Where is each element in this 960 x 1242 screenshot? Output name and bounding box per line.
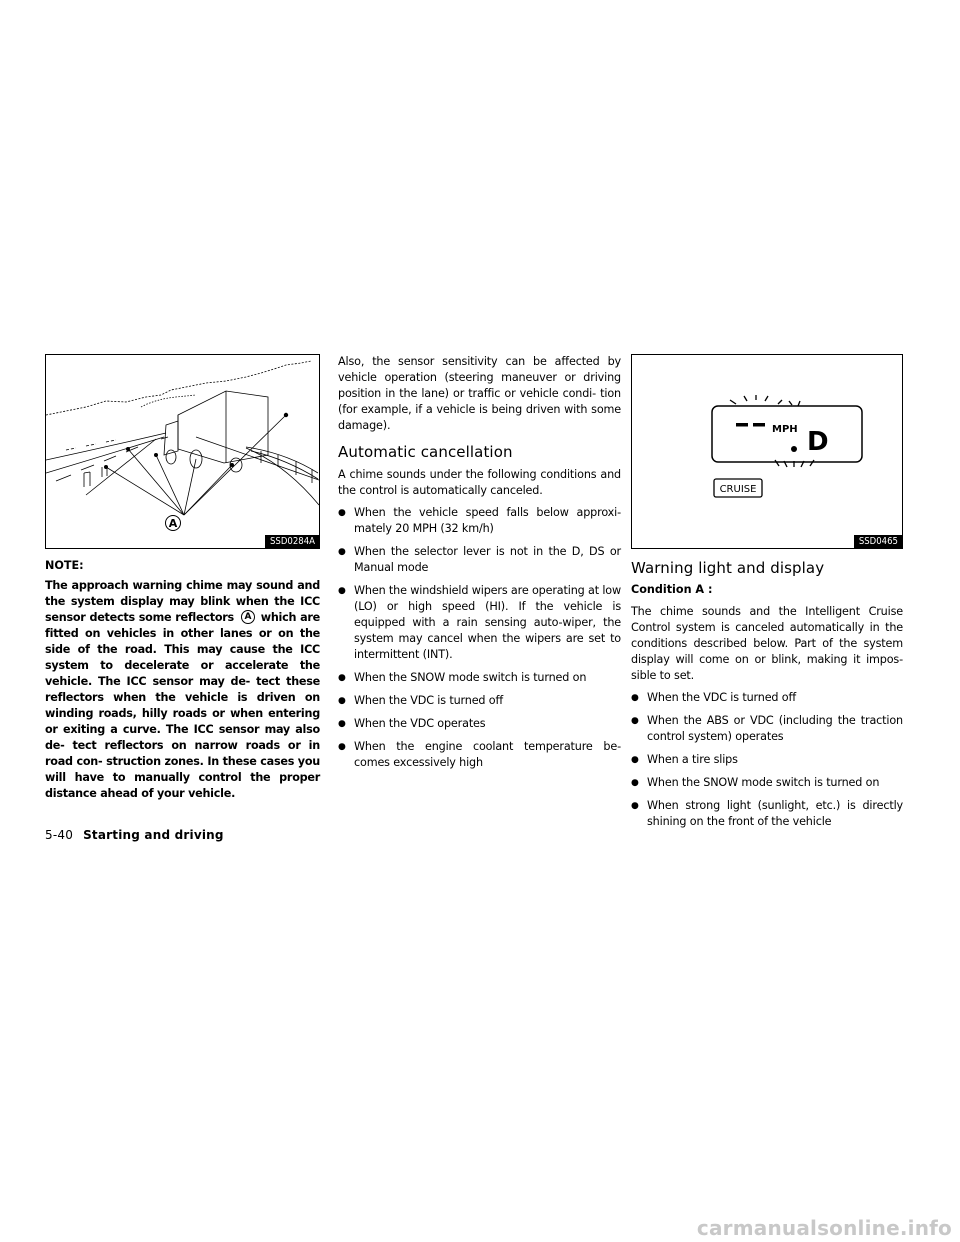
right-column	[631, 354, 903, 837]
section-heading-warning-light: Warning light and display	[631, 559, 825, 577]
list-item: ● When the ABS or VDC (including the traction control system) operates	[631, 713, 903, 745]
site-watermark: carmanualsonline.info	[696, 1216, 952, 1240]
list-item: ● When a tire slips	[631, 752, 903, 768]
note-text-part2: which are fitted on vehicles in other lanes or on the side of the road. This may cause the ICC system to decelerate or accelerate the vehicle. The ICC sensor may de- tect these reflectors when the vehicle is driven on winding roads, hilly roads or when entering or exiting a curve. The ICC sensor may also de- tect reflectors on narrow roads or in road con- struction zones. In these cases you will have to manually control the proper distance ahead of your vehicle.	[45, 611, 320, 800]
callout-a-label: A	[168, 517, 178, 530]
road-reflectors-illustration	[45, 354, 320, 549]
list-item: ● When the SNOW mode switch is turned on	[631, 775, 903, 791]
list-item: ● When the VDC is turned off	[631, 690, 903, 706]
note-body	[45, 578, 320, 802]
note-text-part1: The approach warning chime may sound and the system display may blink when the ICC sensor detects some reflectors	[45, 579, 320, 624]
middle-column	[338, 354, 621, 778]
sensitivity-paragraph: Also, the sensor sensitivity can be affected by vehicle operation (steering maneuver or driving position in the lane) or traffic or vehicle condi- tion (for example, if a vehicle is being driven with some damage).	[338, 355, 621, 432]
gear-indicator: D	[807, 427, 829, 457]
figure-code: SSD0284A	[265, 535, 319, 548]
condition-a-heading: Condition A :	[631, 583, 713, 596]
list-item: ● When the windshield wipers are operating at low (LO) or high speed (HI). If the vehicle is equipped with a rain sensing auto-wiper, the system may cancel when the wipers are set to intermittent (INT).	[338, 583, 621, 663]
left-column	[45, 354, 320, 802]
note-heading: NOTE:	[45, 559, 84, 572]
mph-unit-label: MPH	[772, 424, 798, 435]
list-item: ● When the VDC operates	[338, 716, 621, 732]
road-reflectors-drawing	[46, 355, 319, 548]
set-indicator-dot	[791, 446, 797, 452]
cancellation-list	[338, 505, 621, 771]
cruise-display-drawing	[632, 355, 902, 548]
list-item: ● When the vehicle speed falls below approxi- mately 20 MPH (32 km/h)	[338, 505, 621, 537]
list-item: ● When the selector lever is not in the D, DS or Manual mode	[338, 544, 621, 576]
cancellation-lead: A chime sounds under the following conditions and the control is automatically canceled.	[338, 468, 621, 497]
section-title: Starting and driving	[83, 828, 224, 842]
section-heading-automatic-cancellation: Automatic cancellation	[338, 443, 513, 461]
reflector-marker: A	[241, 610, 255, 624]
cruise-display-illustration	[631, 354, 903, 549]
cruise-indicator-label: CRUISE	[719, 484, 757, 495]
list-item: ● When the VDC is turned off	[338, 693, 621, 709]
list-item: ● When strong light (sunlight, etc.) is directly shining on the front of the vehicle	[631, 798, 903, 830]
page-footer	[45, 828, 224, 842]
figure-code: SSD0465	[854, 535, 902, 548]
condition-a-list	[631, 690, 903, 830]
condition-a-body: The chime sounds and the Intelligent Cruise Control system is canceled automatically in the conditions described below. Part of the system display will come on or blink, making it impos- sible to set.	[631, 605, 903, 682]
list-item: ● When the SNOW mode switch is turned on	[338, 670, 621, 686]
list-item: ● When the engine coolant temperature be- comes excessively high	[338, 739, 621, 771]
page-number: 5-40	[45, 828, 74, 842]
